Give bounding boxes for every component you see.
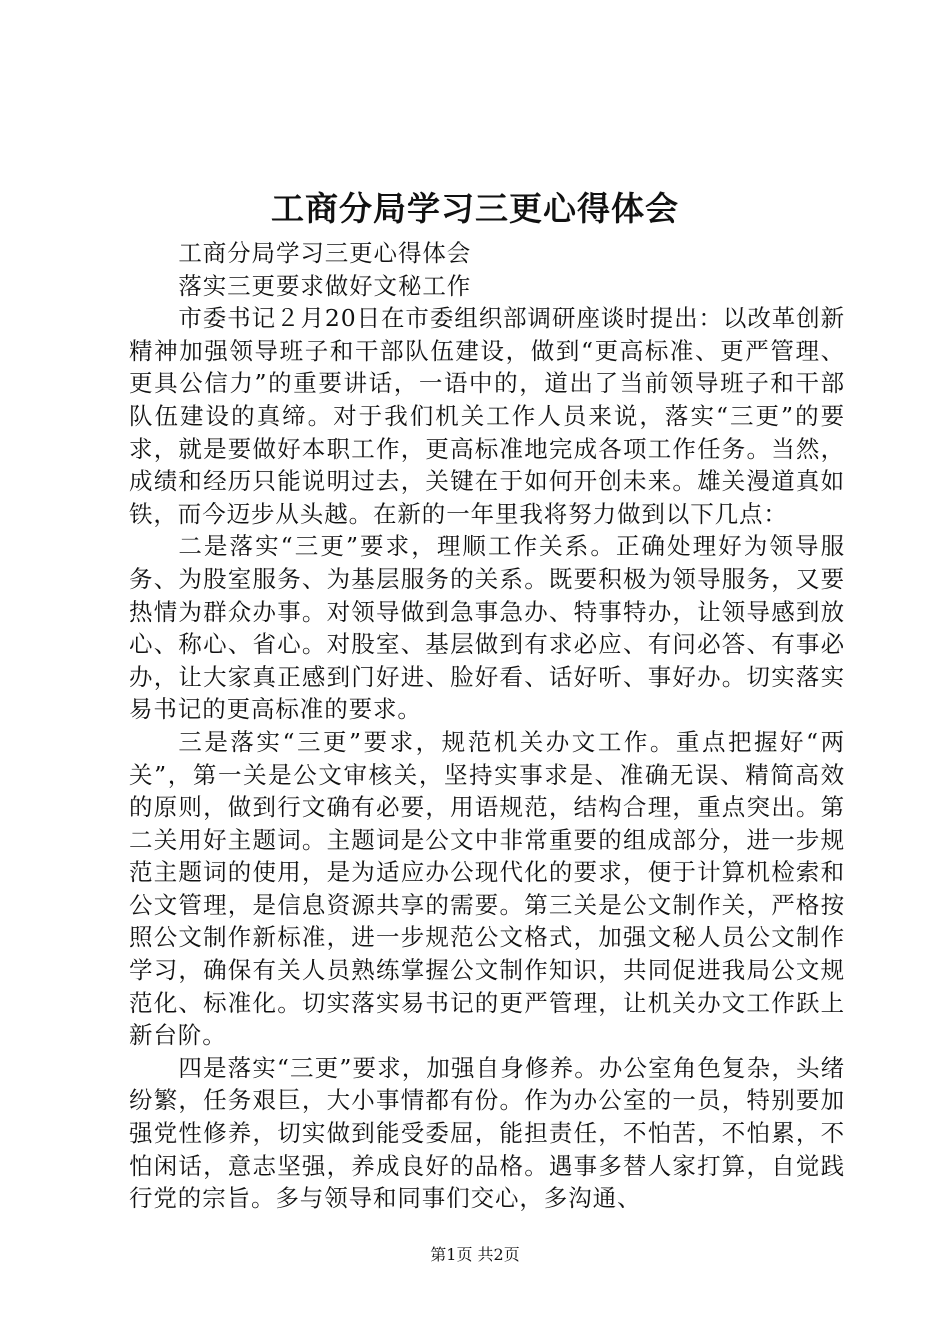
paragraph-point-two: 二是落实“三更”要求，理顺工作关系。正确处理好为领导服务、为股室服务、为基层服务的关系。既要积极为领导服务，又要热情为群众办事。对领导做到急事急办、特事特办，让领导感到放心、称心、省心。对股室、基层做到有求必应、有问必答、有事必办，让大家真正感到门好进、脸好看、话好听、事好办。切实落实易书记的更高标准的要求。 bbox=[129, 532, 845, 724]
paragraph-heading: 落实三更要求做好文秘工作 bbox=[178, 271, 472, 300]
paragraph-point-three: 三是落实“三更”要求，规范机关办文工作。重点把握好“两关”，第一关是公文审核关，坚持实事求是、准确无误、精简高效的原则，做到行文确有必要，用语规范，结构合理，重点突出。第二关用好主题词。主题词是公文中非常重要的组成部分，进一步规范主题词的使用，是为适应办公现代化的要求，便于计算机检索和公文管理，是信息资源共享的需要。第三关是公文制作关，严格按照公文制作新标准，进一步规范公文格式，加强文秘人员公文制作学习，确保有关人员熟练掌握公文制作知识，共同促进我局公文规范化、标准化。切实落实易书记的更严管理，让机关办文工作跃上新台阶。 bbox=[129, 727, 845, 1050]
paragraph-intro: 市委书记２月20日在市委组织部调研座谈时提出：以改革创新精神加强领导班子和干部队伍建设，做到“更高标准、更严管理、更具公信力”的重要讲话，一语中的，道出了当前领导班子和干部队伍建设的真缔。对于我们机关工作人员来说，落实“三更”的要求，就是要做好本职工作，更高标准地完成各项工作任务。当然，成绩和经历只能说明过去，关键在于如何开创未来。雄关漫道真如铁，而今迈步从头越。在新的一年里我将努力做到以下几点： bbox=[129, 304, 845, 528]
page-footer: 第1页 共2页 bbox=[430, 1245, 520, 1264]
document-body bbox=[129, 237, 845, 1215]
paragraph-point-four: 四是落实“三更”要求，加强自身修养。办公室角色复杂，头绪纷繁，任务艰巨，大小事情都有份。作为办公室的一员，特别要加强党性修养，切实做到能受委屈，能担责任，不怕苦，不怕累，不怕闲话，意志坚强，养成良好的品格。遇事多替人家打算，自觉践行党的宗旨。多与领导和同事们交心，多沟通、 bbox=[129, 1053, 845, 1213]
document-title: 工商分局学习三更心得体会 bbox=[271, 189, 679, 228]
paragraph-subtitle: 工商分局学习三更心得体会 bbox=[178, 239, 472, 267]
